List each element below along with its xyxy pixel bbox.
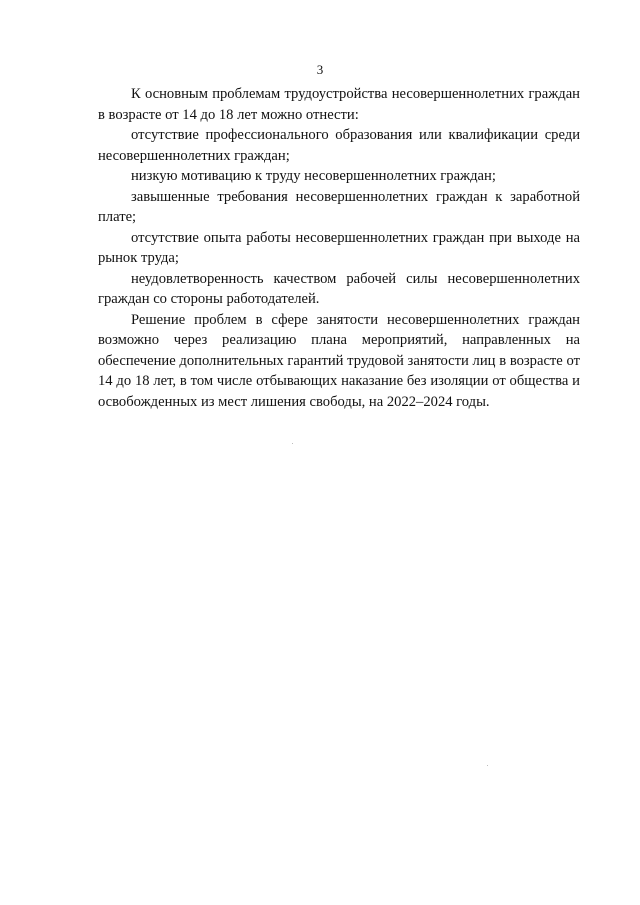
list-item-salary-expectations: завышенные требования несовершеннолетних граждан к заработной плате;	[98, 188, 580, 225]
page-number: 3	[316, 62, 324, 77]
list-item-low-motivation: низкую мотивацию к труду несовершеннолетних граждан;	[131, 168, 496, 184]
paragraph-intro: К основным проблемам трудоустройства несовершеннолетних граждан в возрасте от 14 до 18 лет можно отнести:	[98, 86, 580, 123]
paragraph-solution: Решение проблем в сфере занятости несовершеннолетних граждан возможно через реализацию плана мероприятий, направленных на обеспечение дополнительных гарантий трудовой занятости лиц в возрасте от 14 до 18 лет, в том числе отбывающих наказание без изоляции от общества и освобожденных из мест лишения свободы, на 2022–2024 годы.	[98, 311, 580, 410]
scan-speck	[487, 765, 488, 766]
list-item-no-experience: отсутствие опыта работы несовершеннолетних граждан при выходе на рынок труда;	[98, 229, 580, 266]
list-item-employer-dissatisfaction: неудовлетворенность качеством рабочей силы несовершеннолетних граждан со стороны работодателей.	[98, 270, 580, 307]
list-item-no-qualification: отсутствие профессионального образования или квалификации среди несовершеннолетних граждан;	[98, 127, 580, 164]
scan-speck	[292, 443, 293, 444]
document-body	[98, 84, 580, 412]
